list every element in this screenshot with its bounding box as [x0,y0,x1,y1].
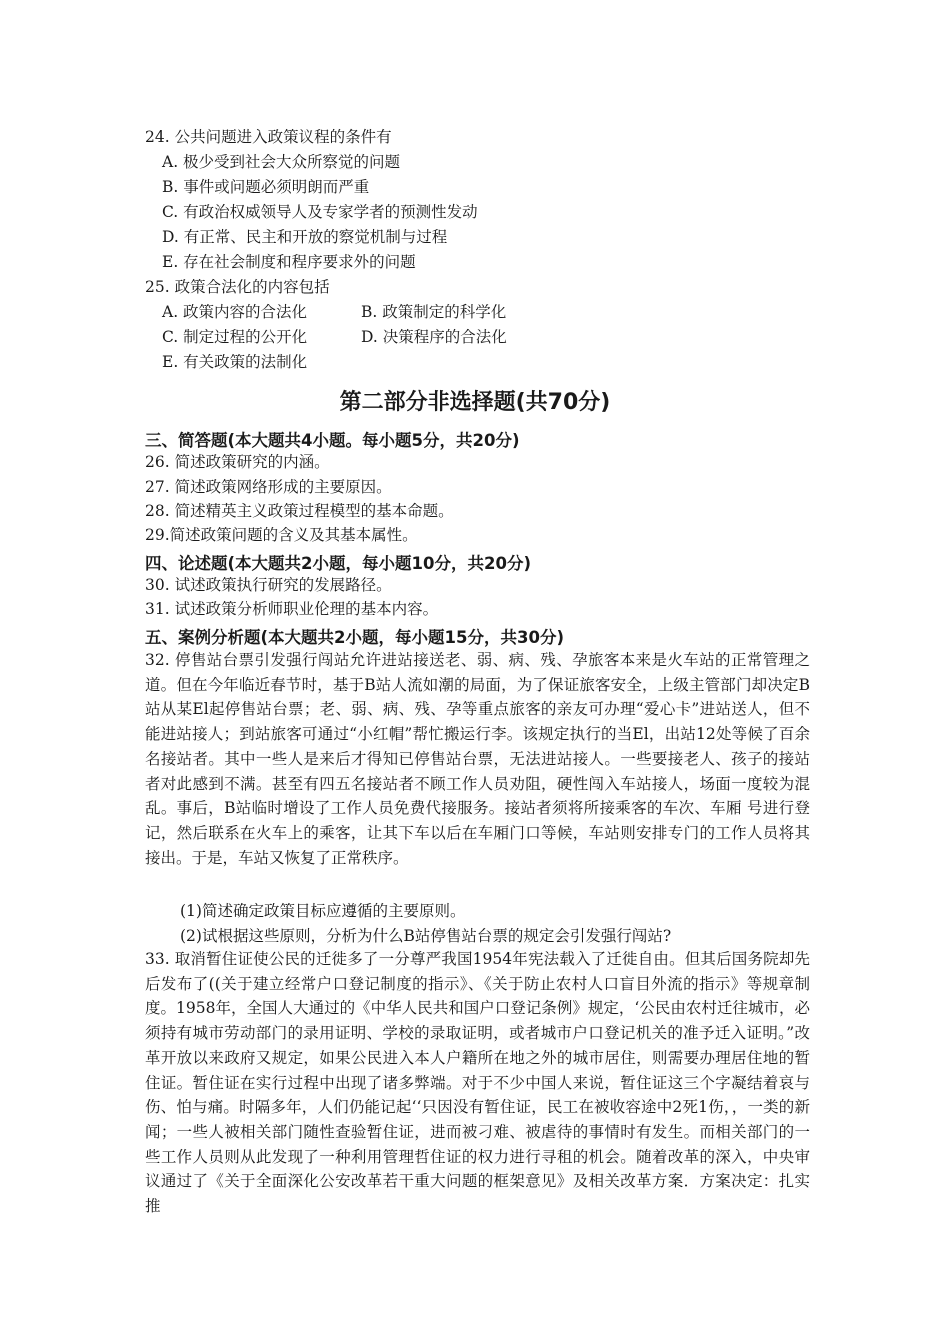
question-24-option-b: B. 事件或问题必须明朗而严重 [162,178,370,196]
question-24-option-e: E. 存在社会制度和程序要求外的问题 [162,253,416,271]
question-31: 31. 试述政策分析师职业伦理的基本内容。 [145,600,439,618]
question-25-option-e: E. 有关政策的法制化 [162,353,308,371]
question-26: 26. 简述政策研究的内涵。 [145,453,330,471]
question-25-option-b: B. 政策制定的科学化 [361,303,507,321]
question-28: 28. 简述精英主义政策过程模型的基本命题。 [145,502,454,520]
question-25-option-c: C. 制定过程的公开化 [162,328,308,346]
question-25-stem: 25. 政策合法化的内容包括 [145,278,330,296]
question-25-option-a: A. 政策内容的合法化 [162,303,308,321]
question-24-option-c: C. 有政治权威领导人及专家学者的预测性发动 [162,203,478,221]
question-25-option-d: D. 决策程序的合法化 [361,328,507,346]
section-4-heading: 四、论述题(本大题共2小题，每小题10分，共20分) [145,554,531,573]
question-32-sub-1: (1)简述确定政策目标应遵循的主要原则。 [180,902,466,920]
question-29: 29.简述政策问题的含义及其基本属性。 [145,526,418,544]
question-24-option-d: D. 有正常、民主和开放的察觉机制与过程 [162,228,448,246]
question-24-stem: 24. 公共问题进入政策议程的条件有 [145,128,392,146]
part-two-title: 第二部分非选择题(共70分) [339,390,611,415]
question-32-case: 32. 停售站台票引发强行闯站允许进站接送老、弱、病、残、孕旅客本来是火车站的正常管理之道。但在今年临近春节时，基于B站人流如潮的局面，为了保证旅客安全，上级主管部门却决定B站从某El起停售站台票；老、弱、病、残、孕等重点旅客的亲友可办理“爱心卡”进站送人，但不能进站接人；到站旅客可通过“小红帽”帮忙搬运行李。该规定执行的当El，出站12处等候了百余名接站者。其中一些人是来后才得知已停售站台票，无法进站接人。一些要接老人、孩子的接站者对此感到不满。甚至有四五名接站者不顾工作人员劝阻，硬性闯入车站接人，场面一度较为混乱。事后，B站临时增设了工作人员免费代接服务。接站者须将所接乘客的车次、车厢 号进行登记，然后联系在火车上的乘客，让其下车以后在车厢门口等候，车站则安排专门的工作人员将其接出。于是，车站又恢复了正常秩序。 [145,651,810,867]
section-5-heading: 五、案例分析题(本大题共2小题，每小题15分，共30分) [145,628,564,647]
section-3-heading: 三、简答题(本大题共4小题。每小题5分，共20分) [145,431,520,450]
question-27: 27. 简述政策网络形成的主要原因。 [145,478,392,496]
question-32-sub-2: (2)试根据这些原则，分析为什么B站停售站台票的规定会引发强行闯站? [180,927,672,945]
question-33-case: 33. 取消暂住证使公民的迁徙多了一分尊严我国1954年宪法载入了迁徙自由。但其后国务院却先后发布了((关于建立经常户口登记制度的指示》、《关于防止农村人口盲目外流的指示》等规章制度。1958年，全国人大通过的《中华人民共和国户口登记条例》规定，‘公民由农村迁往城市，必须持有城市劳动部门的录用证明、学校的录取证明，或者城市户口登记机关的准予迁入证明。”改革开放以来政府又规定，如果公民进入本人户籍所在地之外的城市居住，则需要办理居住地的暂住证。暂住证在实行过程中出现了诸多弊端。对于不少中国人来说，暂住证这三个字凝结着哀与伤、怕与痛。时隔多年，人们仍能记起‘‘只因没有暂住证，民工在被收容途中2死1伤，，一类的新闻；一些人被相关部门随性查验暂住证，进而被刁难、被虐待的事情时有发生。而相关部门的一些工作人员则从此发现了一种利用管理哲住证的权力进行寻租的机会。随着改革的深入，中央审议通过了《关于全面深化公安改革若干重大问题的框架意见》及相关改革方案．方案决定：扎实推 [145,950,810,1216]
question-30: 30. 试述政策执行研究的发展路径。 [145,576,392,594]
question-24-option-a: A. 极少受到社会大众所察觉的问题 [162,153,401,171]
